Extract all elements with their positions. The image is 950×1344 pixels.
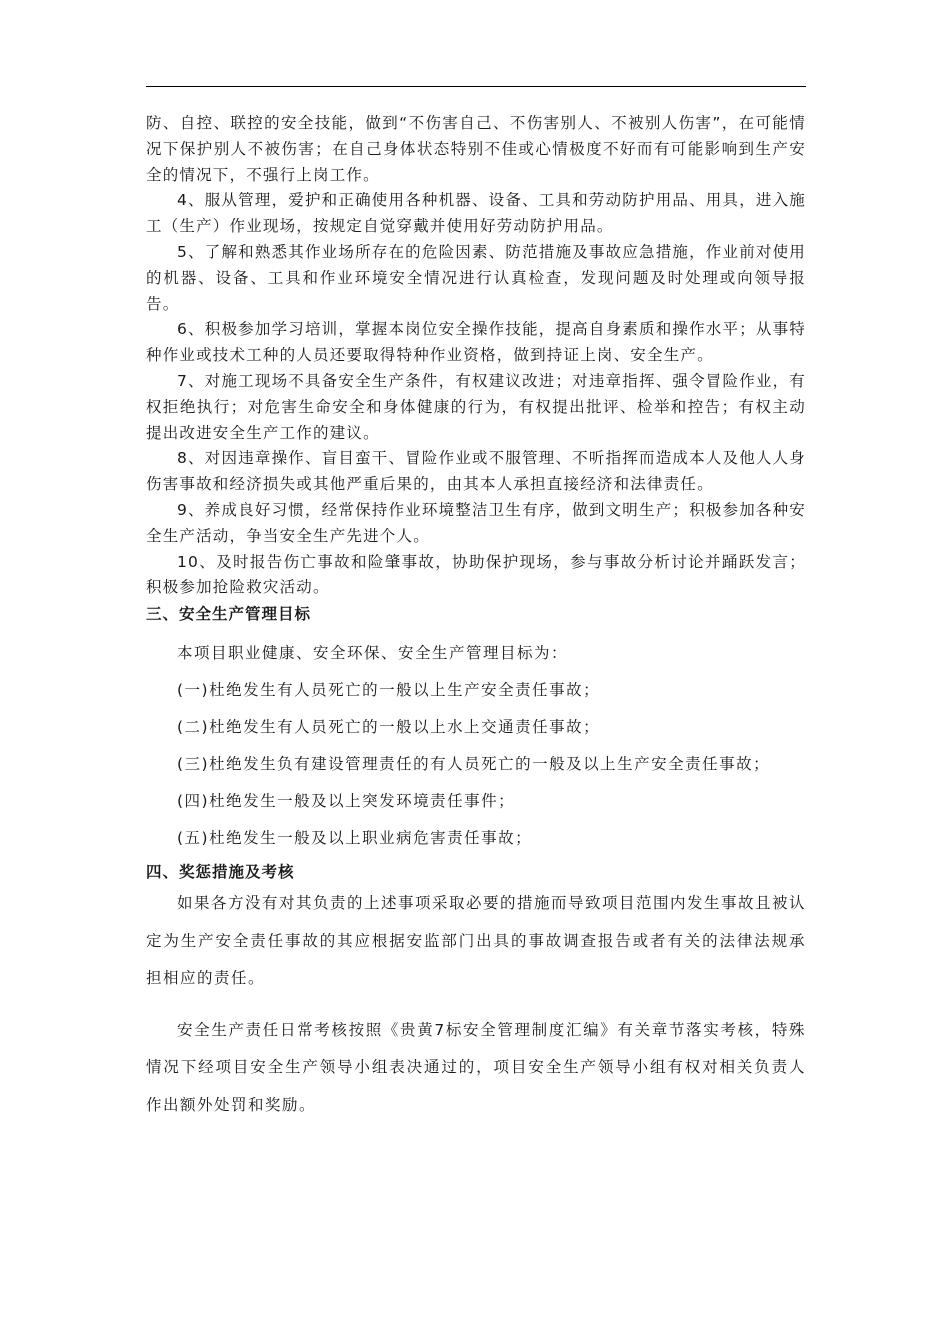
duty-item-4: 4、服从管理，爱护和正确使用各种机器、设备、工具和劳动防护用品、用具，进入施工（生产）作业现场，按规定自觉穿戴并使用好劳动防护用品。 — [146, 191, 806, 236]
duty-item-9: 9、养成良好习惯，经常保持作业环境整洁卫生有序，做到文明生产；积极参加各种安全生产活动，争当安全生产先进个人。 — [146, 500, 806, 545]
duty-item-10: 10、及时报告伤亡事故和险肇事故，协助保护现场，参与事故分析讨论并踊跃发言；积极参加抢险救灾活动。 — [146, 552, 806, 597]
duty-item-5: 5、了解和熟悉其作业场所存在的危险因素、防范措施及事故应急措施，作业前对使用的机器、设备、工具和作业环境安全情况进行认真检查，发现问题及时处理或向领导报告。 — [146, 242, 806, 313]
goal-item-3: (三)杜绝发生负有建设管理责任的有人员死亡的一般及以上生产安全责任事故； — [177, 755, 771, 774]
duty-item-8: 8、对因违章操作、盲目蛮干、冒险作业或不服管理、不听指挥而造成本人及他人人身伤害事故和经济损失或其他严重后果的，由其本人承担直接经济和法律责任。 — [146, 449, 806, 494]
duty-item-6: 6、积极参加学习培训，掌握本岗位安全操作技能，提高自身素质和操作水平；从事特种作业或技术工种的人员还要取得特种作业资格，做到持证上岗、安全生产。 — [146, 320, 806, 365]
goal-item-4: (四)杜绝发生一般及以上突发环境责任事件； — [177, 792, 516, 811]
section-4-paragraph-2: 安全生产责任日常考核按照《贵黄7标安全管理制度汇编》有关章节落实考核，特殊情况下经项目安全生产领导小组表决通过的，项目安全生产领导小组有权对相关负责人作出额外处罚和奖励。 — [146, 1020, 806, 1114]
goal-item-5: (五)杜绝发生一般及以上职业病危害责任事故； — [177, 829, 533, 848]
goal-item-2: (二)杜绝发生有人员死亡的一般以上水上交通责任事故； — [177, 718, 601, 737]
section-4-heading: 四、奖惩措施及考核 — [146, 863, 295, 882]
header-rule — [146, 86, 806, 87]
goals-intro: 本项目职业健康、安全环保、安全生产管理目标为： — [177, 644, 569, 663]
section-3-heading: 三、安全生产管理目标 — [146, 605, 312, 624]
document-body — [146, 111, 806, 1124]
duty-item-7: 7、对施工现场不具备安全生产条件，有权建议改进；对违章指挥、强令冒险作业，有权拒绝执行；对危害生命安全和身体健康的行为，有权提出批评、检举和控告；有权主动提出改进安全生产工作的建议。 — [146, 371, 806, 442]
goal-item-1: (一)杜绝发生有人员死亡的一般以上生产安全责任事故； — [177, 681, 601, 700]
section-4-paragraph-1: 如果各方没有对其负责的上述事项采取必要的措施而导致项目范围内发生事故且被认定为生产安全责任事故的其应根据安监部门出具的事故调查报告或者有关的法律法规承担相应的责任。 — [146, 894, 807, 988]
continuation-paragraph: 防、自控、联控的安全技能，做到“不伤害自己、不伤害别人、不被别人伤害”，在可能情况下保护别人不被伤害；在自己身体状态特别不佳或心情极度不好而有可能影响到生产安全的情况下，不强行上岗工作。 — [146, 114, 806, 184]
